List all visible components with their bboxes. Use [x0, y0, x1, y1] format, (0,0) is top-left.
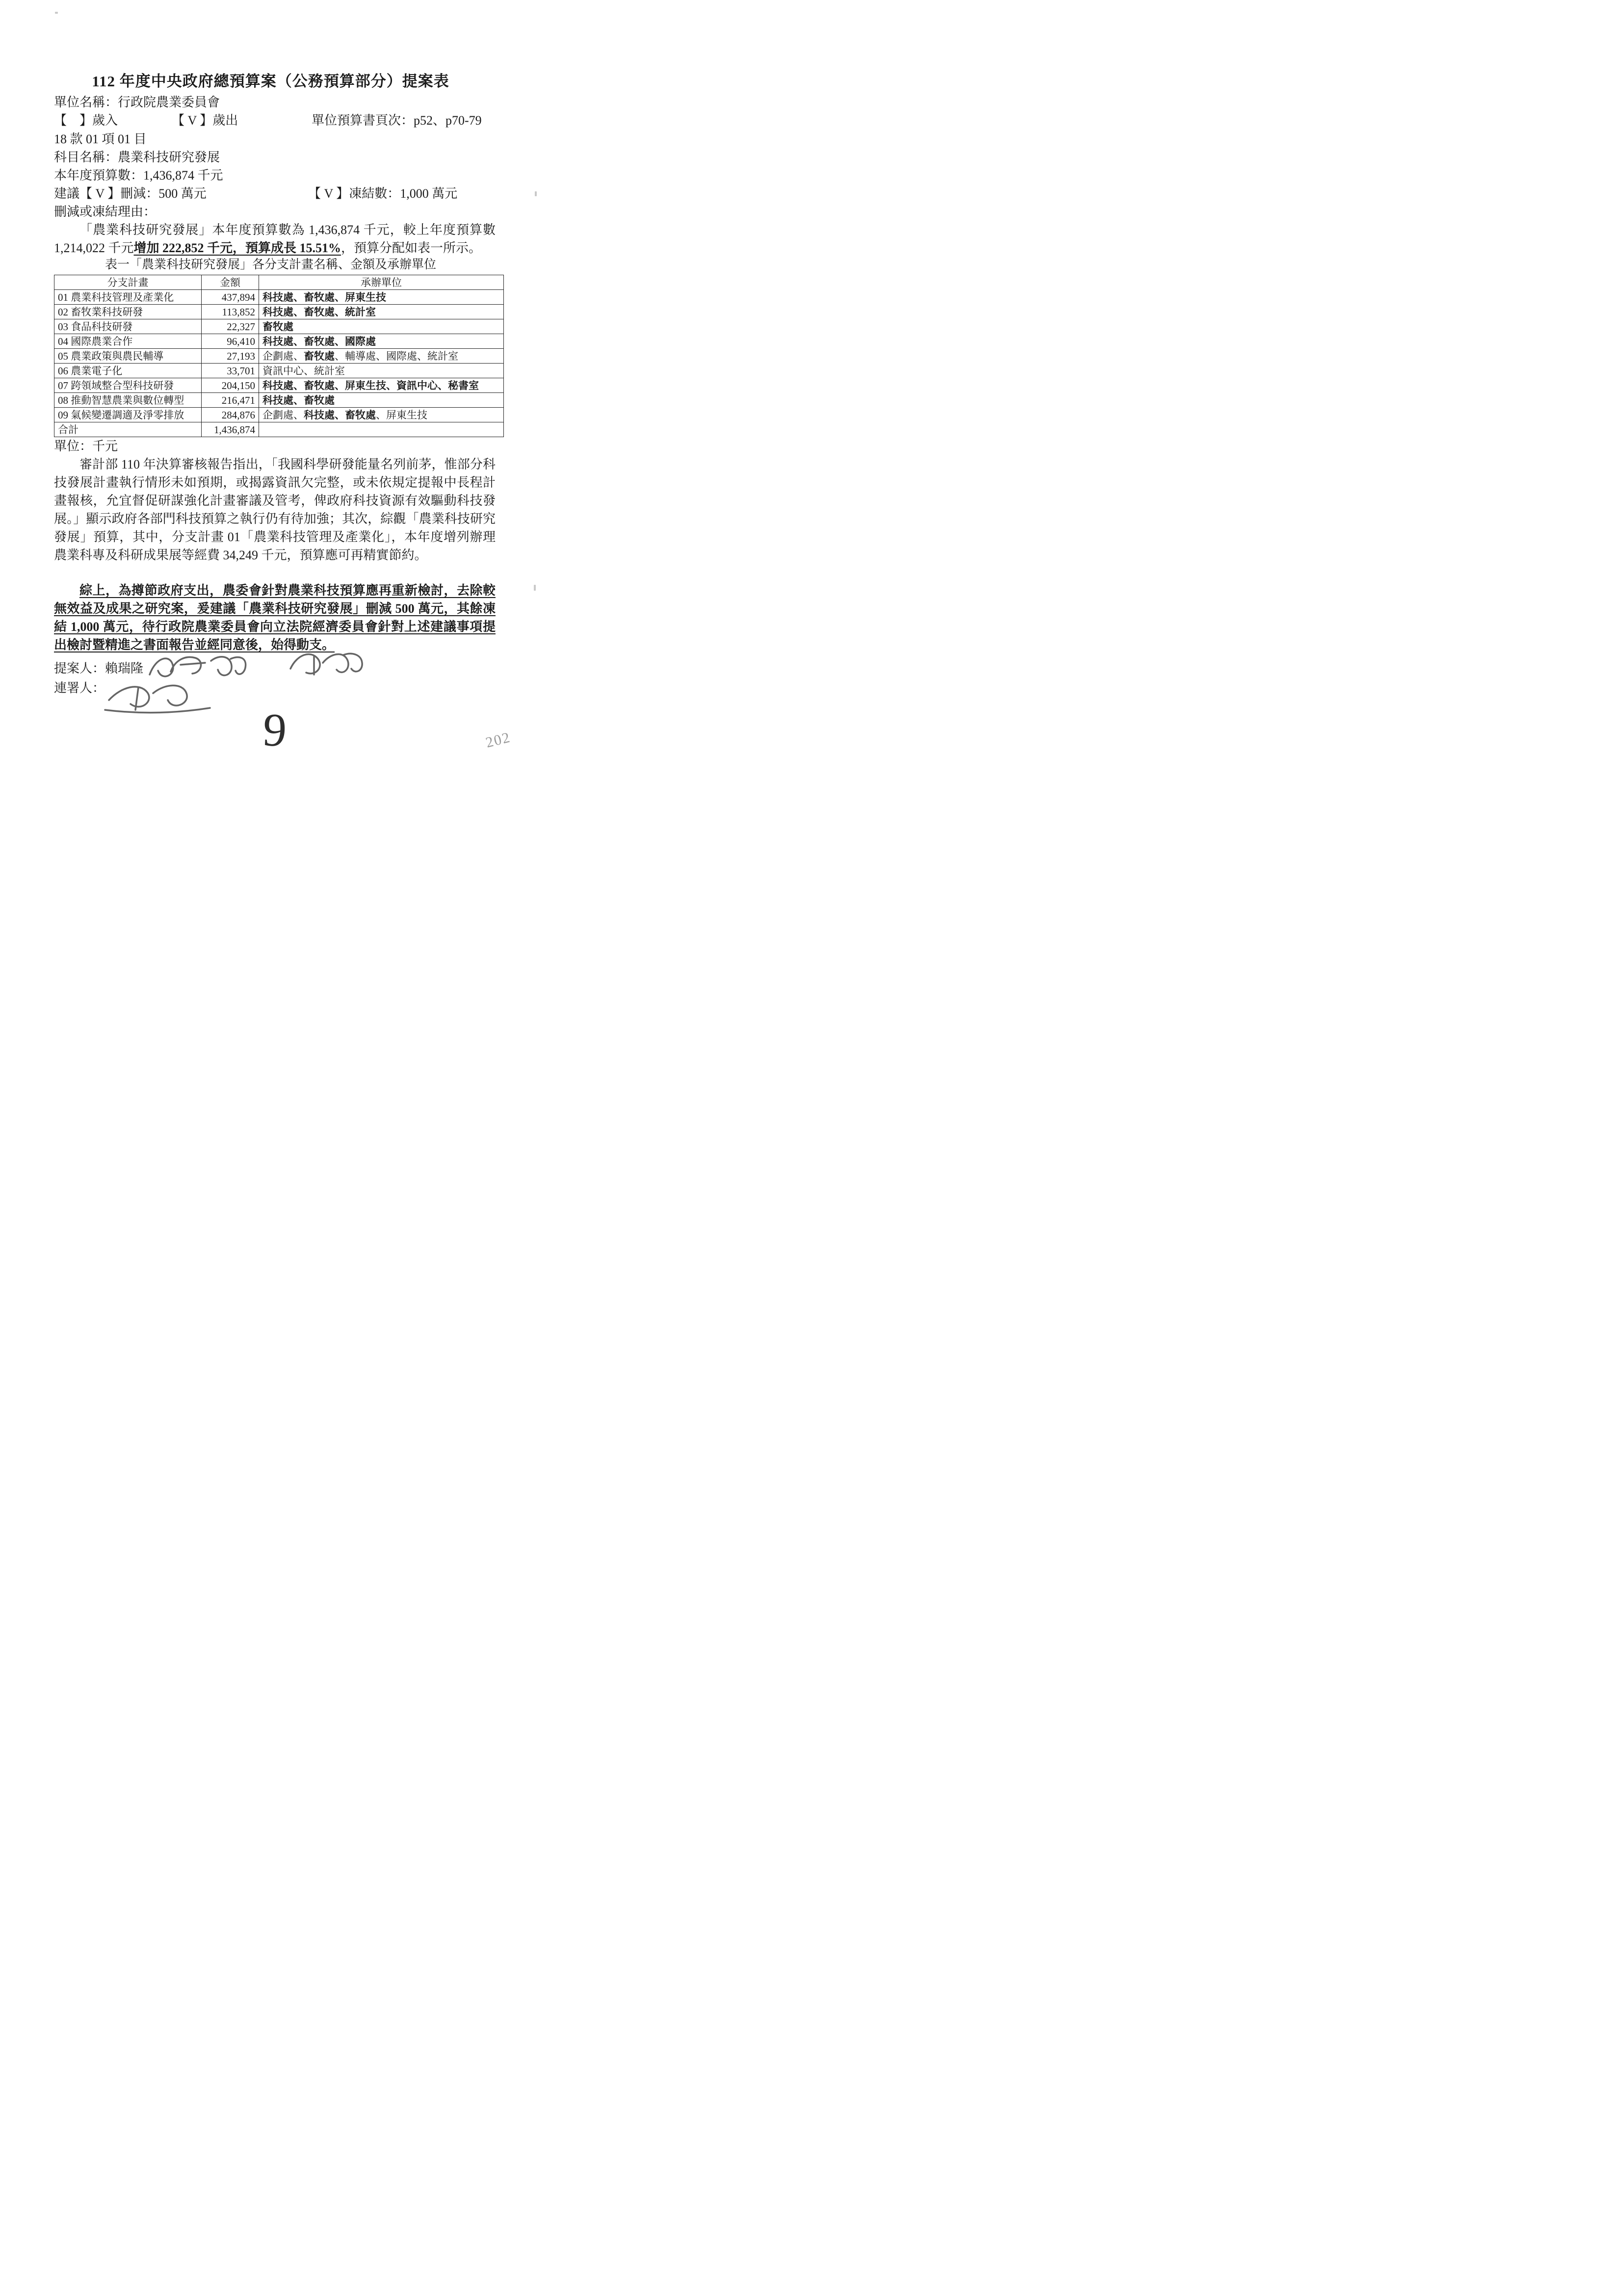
budget-table-body	[54, 290, 504, 437]
cell-plan: 04 國際農業合作	[54, 334, 202, 349]
cell-amount: 22,327	[202, 319, 259, 334]
cell-units	[259, 290, 504, 305]
document-page	[0, 0, 541, 765]
budget-table	[54, 275, 504, 437]
proposer-line: 提案人：賴瑞隆	[54, 661, 144, 676]
paragraph-budget-growth	[54, 221, 496, 257]
field-budget-amount: 本年度預算數：1,436,874 千元	[54, 168, 223, 183]
table-row	[54, 378, 504, 393]
cell-units	[259, 349, 504, 364]
field-unit-name: 單位名稱：行政院農業委員會	[54, 95, 220, 109]
revenue-checkbox: 【 】歲入	[54, 113, 118, 128]
cell-plan: 09 氣候變遷調適及淨零排放	[54, 408, 202, 422]
cut-freeze-row	[54, 184, 505, 203]
unit-name-segment: 畜牧處	[262, 320, 293, 333]
handwritten-corner-number: 202	[484, 729, 513, 751]
cell-units	[259, 334, 504, 349]
paragraph-audit: 審計部 110 年決算審核報告指出，「我國科學研發能量名列前茅，惟部分科技發展計畫執行情形未如預期，或揭露資訊欠完整，或未依規定提報中長程計畫報核，允宜督促研謀強化計畫審議及管考，俾政府科技資源有效驅動科技發展。」顯示政府各部門科技預算之執行仍有待加強；其次，綜觀「農業科技研究發展」預算，其中，分支計畫 01「農業科技管理及產業化」，本年度增列辦理農業科專及科研成果展等經費 34,249 千元，預算應可再精實節約。	[54, 457, 496, 562]
unit-name-segment: 畜牧處	[304, 350, 335, 362]
budget-growth-text: 「農業科技研究發展」本年度預算數為 1,436,874 千元，較上年度預算數 1,214,022 千元	[54, 223, 496, 255]
unit-name-segment: 科技處、畜牧處、屏東生技、資訊中心、秘書室	[262, 379, 479, 391]
cell-plan: 02 畜牧業科技研發	[54, 305, 202, 319]
paragraph-conclusion: 綜上，為撙節政府支出，農委會針對農業科技預算應再重新檢討，去除較無效益及成果之研究案，爰建議「農業科技研究發展」刪減 500 萬元，其餘凍結 1,000 萬元，待行政院農業委員會向立法院經濟委員會針對上述建議事項提出檢討暨精進之書面報告並經同意後，始得動支。	[54, 583, 496, 652]
freeze-checkbox: 【 V 】凍結數：1,000 萬元	[308, 186, 458, 201]
handwritten-signature-proposer-2	[290, 653, 362, 675]
cell-plan: 03 食品科技研發	[54, 319, 202, 334]
cut-checkbox: 建議【 V 】刪減：500 萬元	[54, 186, 207, 201]
field-subject-name: 科目名稱：農業科技研究發展	[54, 150, 220, 164]
budget-growth-emphasis: 增加 222,852 千元，預算成長 15.51%	[133, 241, 341, 255]
unit-name-segment: 科技處、畜牧處	[304, 409, 376, 421]
table-row	[54, 408, 504, 422]
cell-amount: 284,876	[202, 408, 259, 422]
cell-plan: 08 推動智慧農業與數位轉型	[54, 393, 202, 408]
table-row	[54, 422, 504, 437]
scan-speck	[535, 191, 537, 196]
unit-name-segment: 企劃處、	[262, 350, 304, 362]
table-row	[54, 349, 504, 364]
handwritten-signature-cosigner	[105, 685, 210, 712]
unit-name-segment: 科技處、畜牧處、統計室	[262, 306, 376, 318]
cell-amount: 1,436,874	[202, 422, 259, 437]
handwritten-signature-proposer-1	[150, 657, 246, 677]
cell-plan: 05 農業政策與農民輔導	[54, 349, 202, 364]
field-reason-label: 刪減或凍結理由：	[54, 205, 157, 219]
table-row	[54, 319, 504, 334]
unit-name-segment: 企劃處、	[262, 409, 304, 421]
cell-plan: 合計	[54, 422, 202, 437]
header-plan: 分支計畫	[54, 275, 202, 290]
header-units: 承辦單位	[259, 275, 504, 290]
unit-name-segment: 科技處、畜牧處、國際處	[262, 335, 376, 347]
table-header-row	[54, 275, 504, 290]
cell-plan: 01 農業科技管理及產業化	[54, 290, 202, 305]
cell-amount: 204,150	[202, 378, 259, 393]
budget-growth-text: ，預算分配如表一所示。	[341, 241, 482, 255]
handwritten-page-digit: 9	[262, 703, 288, 757]
cell-amount: 216,471	[202, 393, 259, 408]
table-row	[54, 305, 504, 319]
unit-name-segment: 資訊中心、統計室	[262, 365, 345, 377]
table-row	[54, 290, 504, 305]
cell-units	[259, 422, 504, 437]
cell-plan: 07 跨領域整合型科技研發	[54, 378, 202, 393]
unit-note: 單位：千元	[54, 439, 118, 453]
cell-amount: 113,852	[202, 305, 259, 319]
cosigner-line: 連署人：	[54, 681, 105, 695]
unit-name-segment: 科技處、畜牧處、屏東生技	[262, 291, 386, 303]
header-amount: 金額	[202, 275, 259, 290]
cell-units	[259, 305, 504, 319]
cell-amount: 437,894	[202, 290, 259, 305]
cell-units	[259, 319, 504, 334]
scan-speck	[534, 585, 536, 591]
cell-units	[259, 393, 504, 408]
table-row	[54, 334, 504, 349]
unit-name-segment: 、輔導處、國際處、統計室	[335, 350, 458, 362]
cell-amount: 27,193	[202, 349, 259, 364]
cell-units	[259, 408, 504, 422]
cell-units	[259, 364, 504, 378]
checkbox-row	[54, 111, 505, 130]
cell-units	[259, 378, 504, 393]
table-title: 表一「農業科技研究發展」各分支計畫名稱、金額及承辦單位	[105, 258, 436, 271]
field-page-ref: 單位預算書頁次：p52、p70-79	[312, 113, 482, 128]
doc-title: 112 年度中央政府總預算案（公務預算部分）提案表	[92, 73, 449, 90]
table-row	[54, 393, 504, 408]
cell-amount: 96,410	[202, 334, 259, 349]
table-row	[54, 364, 504, 378]
scan-speck	[55, 12, 58, 14]
unit-name-segment: 科技處、畜牧處	[262, 394, 335, 406]
expenditure-checkbox: 【 V 】歲出	[172, 113, 238, 128]
field-item-code: 18 款 01 項 01 目	[54, 132, 147, 146]
cell-amount: 33,701	[202, 364, 259, 378]
cell-plan: 06 農業電子化	[54, 364, 202, 378]
unit-name-segment: 、屏東生技	[376, 409, 427, 421]
